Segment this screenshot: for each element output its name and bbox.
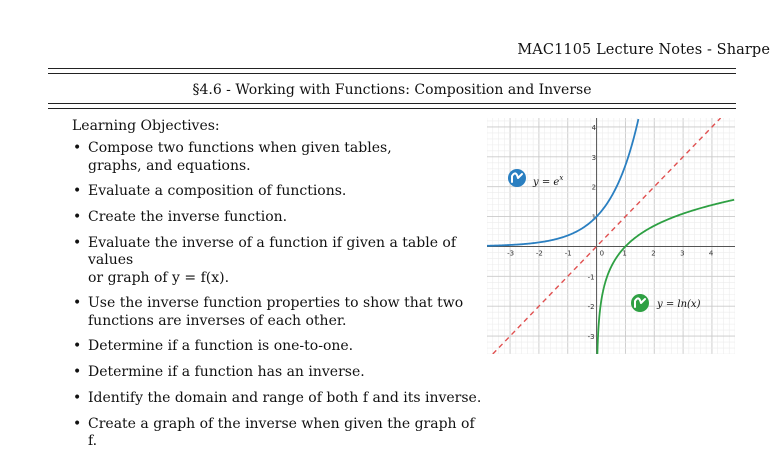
section-title: §4.6 - Working with Functions: Composition and Inverse (192, 82, 592, 98)
list-item: • Use the inverse function properties to show that two functions are inverses of each other. (73, 295, 464, 329)
bullet-icon: • (73, 140, 82, 156)
x-tick-label: 2 (651, 249, 656, 258)
y-tick-label: 1 (591, 213, 597, 222)
x-tick-label: -1 (564, 249, 572, 258)
bullet-icon: • (73, 295, 82, 312)
ln-badge-icon (631, 294, 649, 312)
x-tick-label: -3 (507, 249, 515, 258)
x-tick-label: 4 (708, 249, 714, 258)
y-tick-label: -2 (587, 303, 595, 312)
bullet-icon: • (73, 415, 82, 432)
list-item: • Identify the domain and range of both f and its inverse. (73, 389, 482, 406)
list-item: • Evaluate a composition of functions. (73, 183, 347, 200)
x-tick-label: 1 (622, 249, 627, 258)
objectives-heading: Learning Objectives: (72, 118, 220, 134)
series-line-identity (493, 118, 721, 354)
running-header: MAC1105 Lecture Notes - Sharpe (517, 42, 770, 58)
list-item: • Compose two functions when given tables, graphs, and equations. (73, 140, 392, 174)
y-tick-label: 2 (591, 183, 597, 192)
x-tick-label: -2 (535, 249, 543, 258)
list-item: • Create the inverse function. (73, 208, 288, 225)
axes (487, 118, 735, 354)
bullet-icon: • (73, 234, 82, 251)
grid-lines (487, 118, 735, 354)
y-tick-label: 3 (591, 153, 597, 162)
section-rule-bottom (48, 108, 736, 109)
list-item: • Evaluate the inverse of a function if given a table of values or graph of y = f(x). (73, 234, 457, 286)
y-tick-label: -3 (587, 333, 595, 342)
x-tick-label: 0 (599, 249, 605, 258)
exp-label-superscript: x (559, 174, 564, 182)
function-graph (487, 118, 735, 354)
y-tick-label: -1 (587, 273, 595, 282)
graph-svg (487, 118, 735, 354)
header-rule-bottom (48, 73, 736, 74)
bullet-icon: • (73, 208, 82, 225)
bullet-icon: • (73, 183, 82, 200)
section-rule-top (48, 103, 736, 104)
bullet-icon: • (73, 364, 82, 381)
list-item: • Determine if a function is one-to-one. (73, 338, 354, 355)
curves (487, 118, 734, 354)
y-tick-label: 4 (591, 123, 597, 132)
exp-badge-icon (508, 169, 526, 187)
ln-function-label: y = ln(x) (657, 299, 701, 310)
bullet-icon: • (73, 389, 82, 406)
header-rule-top (48, 68, 736, 69)
list-item: • Determine if a function has an inverse. (73, 364, 365, 381)
list-item: • Create a graph of the inverse when given the graph of f. (73, 415, 475, 449)
x-tick-label: 3 (680, 249, 685, 258)
objectives-list (72, 140, 482, 459)
exp-function-label: $y = e^x$ (533, 174, 564, 188)
bullet-icon: • (73, 338, 82, 355)
